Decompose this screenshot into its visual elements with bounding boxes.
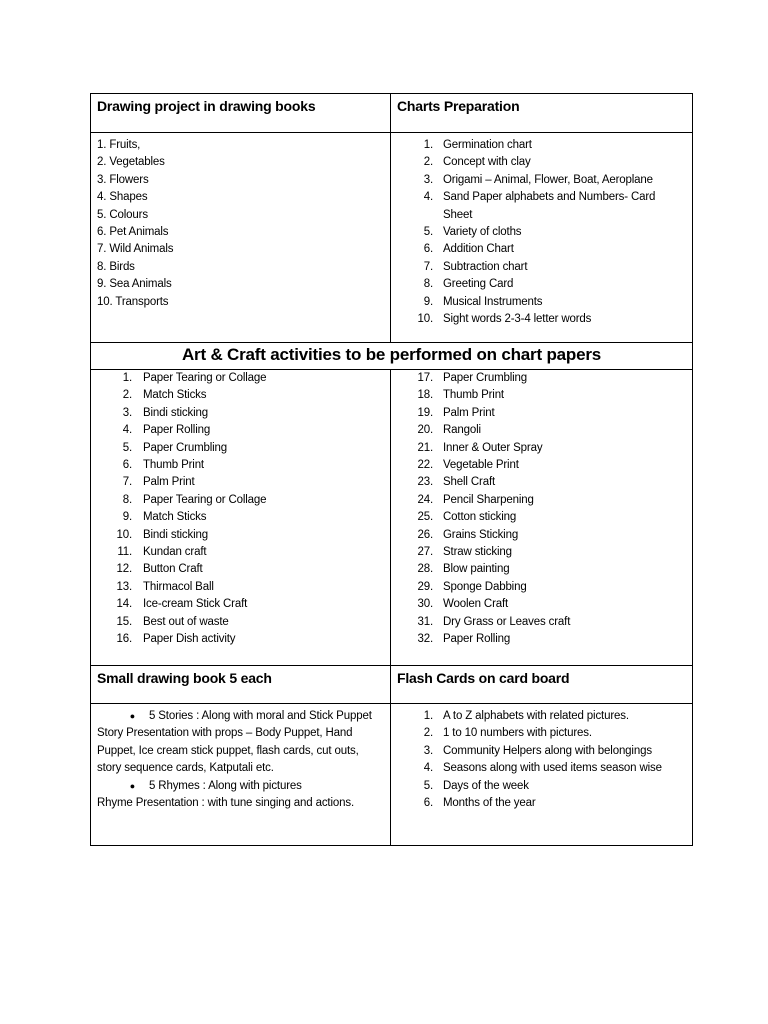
list-item-number: 8. [122,493,132,506]
list-item-text: Addition Chart [443,243,514,256]
list-item [91,370,390,387]
list-item-number: 30. [417,598,433,611]
list-item-number: 16. [116,633,132,646]
list-item-number: 2. [423,727,433,740]
list-item [391,760,692,777]
list-item [91,387,390,404]
list-item-number: 24. [417,493,433,506]
list-item-number: 10. [417,313,433,326]
list-item-text: Sand Paper alphabets and Numbers- Card Sheet [443,191,656,221]
list-item-text: Community Helpers along with belongings [443,744,652,757]
list-item-text: Blow painting [443,563,510,576]
small-drawing-book-heading: Small drawing book 5 each [97,670,272,686]
list-item [91,405,390,422]
list-item: 5. Colours [97,208,148,221]
list-item [91,579,390,596]
list-item-number: 7. [122,476,132,489]
list-item-text: Palm Print [443,406,495,419]
table-row [91,666,693,704]
list-item-number: 6. [423,797,433,810]
list-item-text: Days of the week [443,779,529,792]
list-item [391,137,692,154]
art-craft-left-cell [91,370,391,666]
list-item-text: A to Z alphabets with related pictures. [443,710,629,722]
list-item-number: 27. [417,546,433,559]
charts-preparation-list [391,133,692,328]
list-item-number: 5. [423,779,433,792]
list-item: 10. Transports [97,295,169,308]
list-item-text: Paper Dish activity [143,633,236,646]
table-row [91,370,693,666]
list-item-number: 9. [423,295,433,308]
list-item [91,422,390,439]
list-item [391,492,692,509]
list-item [91,596,390,613]
list-item-number: 23. [417,476,433,489]
list-item-text: Paper Rolling [443,633,511,646]
list-item [391,387,692,404]
list-item-number: 31. [417,615,433,628]
list-item-text: Thumb Print [443,389,504,402]
list-item-text: Musical Instruments [443,295,543,308]
drawing-project-list [91,133,390,311]
small-drawing-book-content [91,704,390,812]
list-item-text: Paper Tearing or Collage [143,372,267,384]
list-item-text: Kundan craft [143,546,207,559]
list-item: 2. Vegetables [97,156,165,169]
list-item-text: Thirmacol Ball [143,580,214,593]
list-item-text: Paper Crumbling [443,372,528,384]
list-item-text: Dry Grass or Leaves craft [443,615,571,628]
list-item: 6. Pet Animals [97,226,169,239]
list-item [91,708,390,725]
list-item-number: 5. [423,226,433,239]
list-item-number: 1. [122,372,132,384]
charts-preparation-heading: Charts Preparation [397,98,520,114]
list-item [391,311,692,328]
art-craft-right-list [391,370,692,649]
list-item [391,405,692,422]
list-item-number: 10. [116,528,132,541]
list-item [391,596,692,613]
list-item [91,457,390,474]
list-item-text: Thumb Print [143,459,204,472]
list-item [391,509,692,526]
list-item-number: 2. [122,389,132,402]
list-item [391,474,692,491]
list-item-number: 12. [116,563,132,576]
charts-preparation-heading-cell [391,94,693,133]
flash-cards-heading-cell [391,666,693,704]
flash-cards-list-cell [391,704,693,846]
list-item-number: 20. [417,424,433,437]
list-item-text: Match Sticks [143,389,207,402]
list-item-text: Button Craft [143,563,203,576]
list-item [91,778,390,795]
list-item [391,154,692,171]
list-item-text: Seasons along with used items season wise [443,762,662,775]
art-craft-heading-cell [91,343,693,370]
list-item: 9. Sea Animals [97,278,172,291]
list-item-text: Vegetable Print [443,459,519,472]
list-item-number: 21. [417,441,433,454]
list-item [391,795,692,812]
list-item-number: 4. [122,424,132,437]
flash-cards-heading: Flash Cards on card board [397,670,570,686]
bullet-icon: ● [129,780,135,791]
list-item-text: Grains Sticking [443,528,519,541]
drawing-project-list-cell [91,133,391,343]
art-craft-right-cell [391,370,693,666]
stories-bullet: 5 Stories : Along with moral and Stick Puppet [149,710,372,722]
drawing-project-heading-cell [91,94,391,133]
small-drawing-book-cell [91,704,391,846]
list-item [391,579,692,596]
list-item [391,708,692,725]
list-item-text: 1 to 10 numbers with pictures. [443,727,592,740]
list-item-text: Sight words 2-3-4 letter words [443,313,592,326]
list-item: 3. Flowers [97,173,149,186]
list-item [391,370,692,387]
list-item [391,725,692,742]
list-item [91,440,390,457]
list-item-number: 11. [117,546,132,559]
list-item-text: Best out of waste [143,615,229,628]
list-item: 7. Wild Animals [97,243,174,256]
list-item-text: Concept with clay [443,156,531,169]
list-item [391,778,692,795]
list-item-number: 3. [423,744,433,757]
list-item-text: Paper Tearing or Collage [143,493,267,506]
table-row [91,94,693,133]
list-item-text: Palm Print [143,476,195,489]
list-item: 8. Birds [97,260,135,273]
list-item: 1. Fruits, [97,139,141,151]
list-item-text: Shell Craft [443,476,496,489]
bullet-icon: ● [129,711,135,721]
list-item-number: 1. [423,710,433,722]
list-item-text: Bindi sticking [143,406,209,419]
list-item-number: 17. [417,372,433,384]
list-item [91,614,390,631]
list-item-number: 9. [122,511,132,524]
rhyme-presentation-text: Rhyme Presentation : with tune singing and actions. [97,797,355,810]
list-item: 4. Shapes [97,191,148,204]
list-item-text: Origami – Animal, Flower, Boat, Aeroplane [443,173,653,186]
list-item-text: Paper Rolling [143,424,211,437]
list-item-number: 5. [122,441,132,454]
table-row [91,704,693,846]
list-item-number: 3. [423,173,433,186]
list-item-number: 15. [116,615,132,628]
list-item-number: 4. [423,191,433,204]
list-item [391,527,692,544]
list-item-number: 25. [417,511,433,524]
list-item [91,544,390,561]
list-item [91,509,390,526]
list-item-number: 6. [423,243,433,256]
art-craft-left-list [91,370,390,649]
list-item [391,224,692,241]
list-item-number: 13. [116,580,132,593]
list-item-text: Rangoli [443,424,481,437]
list-item-number: 18. [417,389,433,402]
list-item [391,276,692,293]
list-item-text: Match Sticks [143,511,207,524]
flash-cards-list [391,704,692,812]
art-craft-heading: Art & Craft activities to be performed on chart papers [181,345,601,364]
list-item [391,631,692,648]
list-item-number: 19. [417,406,433,419]
activities-table [90,93,693,846]
list-item-number: 29. [417,580,433,593]
drawing-project-heading: Drawing project in drawing books [97,98,316,114]
list-item-text: Bindi sticking [143,528,209,541]
list-item [391,259,692,276]
list-item [91,527,390,544]
list-item-number: 3. [122,406,132,419]
list-item [391,544,692,561]
list-item-text: Inner & Outer Spray [443,441,543,454]
table-row [91,343,693,370]
list-item-text: Germination chart [443,139,532,151]
list-item-number: 14. [116,598,132,611]
list-item [391,241,692,258]
rhymes-bullet: 5 Rhymes : Along with pictures [149,779,302,792]
small-drawing-book-heading-cell [91,666,391,704]
list-item-number: 2. [423,156,433,169]
list-item-text: Sponge Dabbing [443,580,527,593]
list-item-text: Straw sticking [443,546,512,559]
list-item-text: Variety of cloths [443,226,522,239]
list-item [91,561,390,578]
list-item-number: 26. [417,528,433,541]
charts-preparation-list-cell [391,133,693,343]
list-item [391,743,692,760]
list-item-text: Pencil Sharpening [443,493,534,506]
list-item [391,294,692,311]
list-item-text: Greeting Card [443,278,514,291]
list-item-number: 1. [423,139,433,151]
list-item-text: Months of the year [443,797,536,810]
list-item [391,172,692,189]
list-item-text: Paper Crumbling [143,441,228,454]
list-item [391,422,692,439]
list-item-number: 4. [423,762,433,775]
list-item-number: 28. [417,563,433,576]
list-item [91,474,390,491]
list-item-number: 32. [417,633,433,646]
list-item-text: Ice-cream Stick Craft [143,598,248,611]
list-item-text: Woolen Craft [443,598,509,611]
list-item [391,440,692,457]
list-item [391,457,692,474]
list-item [391,614,692,631]
list-item [391,189,692,224]
list-item [91,492,390,509]
list-item [91,631,390,648]
story-presentation-text: Story Presentation with props – Body Puppet, Hand Puppet, Ice cream stick puppet, flash cards, cut outs, story sequence cards, Katputali etc. [97,727,359,775]
list-item-number: 8. [423,278,433,291]
list-item-number: 22. [417,459,433,472]
list-item-text: Cotton sticking [443,511,517,524]
list-item-number: 6. [122,459,132,472]
table-row [91,133,693,343]
list-item [391,561,692,578]
list-item-text: Subtraction chart [443,260,528,273]
list-item-number: 7. [423,260,433,273]
